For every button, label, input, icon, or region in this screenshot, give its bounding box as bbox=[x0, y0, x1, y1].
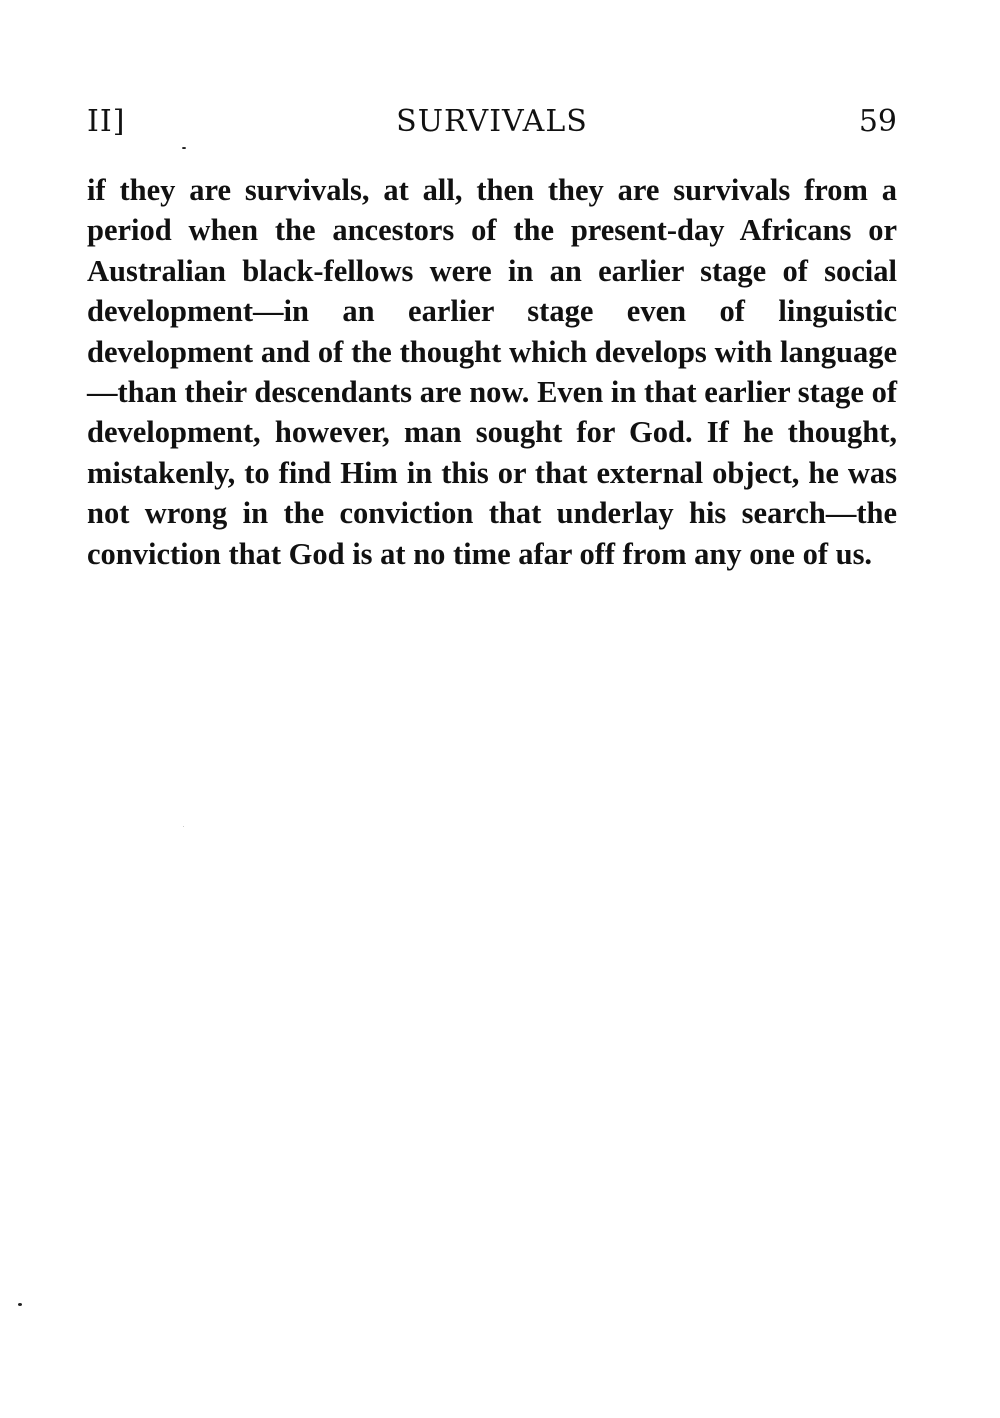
body-paragraph: if they are survivals, at all, then they are survivals from a period when the ancestors of the present-day Africans or Australian black-fellows were in an earlier stage of social development—in an earlier stage even of linguistic development and of the thought which develops with language—than their descendants are now. Even in that earlier stage of development, however, man sought for God. If he thought, mistakenly, to find Him in this or that external object, he was not wrong in the conviction that underlay his search—the conviction that God is at no time afar off from any one of us. bbox=[87, 173, 897, 571]
print-speck bbox=[18, 1303, 22, 1306]
print-speck bbox=[183, 826, 184, 827]
print-speck bbox=[182, 147, 186, 149]
chapter-number: II] bbox=[87, 104, 126, 139]
page-number: 59 bbox=[858, 104, 897, 139]
running-head bbox=[87, 100, 897, 144]
running-title: SURVIVALS bbox=[396, 104, 588, 139]
